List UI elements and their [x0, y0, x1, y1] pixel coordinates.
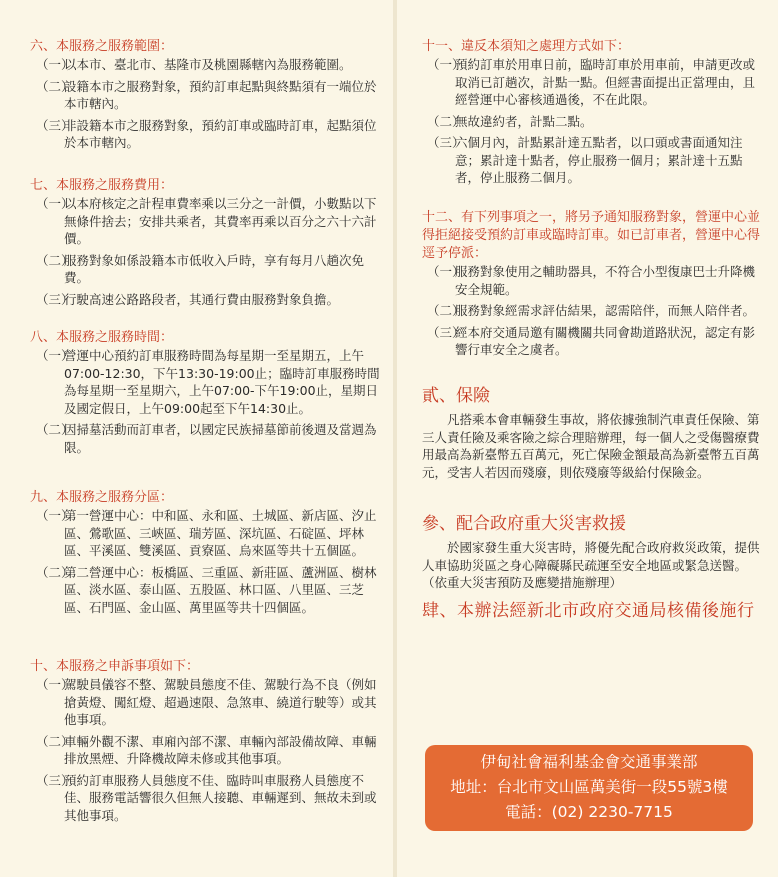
list-item: （一） 營運中心預約訂車服務時間為每星期一至星期五，上午07:00-12:30，下午13:30-19:00止；臨時訂車服務時間為每星期一至星期六，上午07:00-下午19:00止，星期日及國定假日，上午09:00起至下午14:30止。 [36, 348, 380, 416]
list-item: （一） 以本府核定之計程車費率乘以三分之一計價，小數點以下無條件捨去；安排共乘者，其費率再乘以百分之六十六計價。 [36, 196, 377, 246]
section-title: 七、本服務之服務費用： [30, 178, 174, 193]
section-service-time [30, 329, 390, 460]
contact-banner [425, 745, 753, 831]
list-item: （一） 服務對象使用之輔助器具，不符合小型復康巴士升降機安全規範。 [427, 264, 756, 297]
list-item: （一） 以本市、臺北市、基隆市及桃園縣轄內為服務範圍。 [36, 57, 352, 72]
list-item: （二） 服務對象如係設籍本市低收入戶時，享有每月八趟次免費。 [36, 252, 365, 285]
section-service-fee [30, 177, 390, 312]
list-item: （二） 因掃墓活動而訂車者，以國定民族掃墓節前後週及當週為限。 [36, 422, 377, 455]
section-service-zones [30, 489, 390, 620]
org-name: 伊甸社會福利基金會交通事業部 [480, 753, 698, 771]
insurance-title: 貳、保險 [422, 386, 490, 406]
section-title: 十二、有下列事項之一，將另予通知服務對象，營運中心並得拒絕接受預約訂車或臨時訂車。如已訂車者，營運中心得逕予停派： [422, 210, 761, 261]
address: 地址：台北市文山區萬美街一段55號3樓 [450, 778, 728, 796]
list-item: （三） 六個月內，計點累計達五點者，以口頭或書面通知注意；累計達十點者，停止服務一個月；累計達十五點者，停止服務二個月。 [427, 135, 743, 185]
section-service-area [30, 38, 390, 156]
section-final [422, 600, 778, 622]
list-item: （三） 非設籍本市之服務對象，預約訂車或臨時訂車，起點須位於本市轄內。 [36, 117, 377, 150]
section-title: 十一、違反本須知之處理方式如下： [422, 39, 631, 54]
section-title: 九、本服務之服務分區： [30, 490, 174, 505]
list-item: （二） 第二營運中心：板橋區、三重區、新莊區、蘆洲區、樹林區、淡水區、泰山區、五股區、林口區、八里區、三芝區、石門區、金山區、萬里區等共十四個區。 [36, 564, 377, 615]
list-item: （二） 車輛外觀不潔、車廂內部不潔、車輛內部設備故障、車輛排放黑煙、升降機故障未修或其他事項。 [36, 733, 377, 766]
phone: 電話：(02) 2230-7715 [505, 803, 673, 821]
list-item: （二） 服務對象經需求評估結果，認需陪伴，而無人陪伴者。 [427, 303, 756, 318]
list-item: （三） 行駛高速公路路段者，其通行費由服務對象負擔。 [36, 291, 340, 307]
disaster-title: 參、配合政府重大災害救援 [422, 514, 626, 534]
section-title: 八、本服務之服務時間： [30, 330, 174, 345]
disaster-text: 於國家發生重大災害時，將優先配合政府救災政策，提供人車協助災區之身心障礙縣民疏運至安全地區或緊急送醫。（依重大災害預防及應變措施辦理） [422, 540, 760, 590]
list-item: （二） 設籍本市之服務對象，預約訂車起點與終點須有一端位於本市轄內。 [36, 78, 377, 111]
list-item: （一） 第一營運中心：中和區、永和區、土城區、新店區、汐止區、鶯歌區、三峽區、瑞芳區、深坑區、石碇區、坪林區、平溪區、雙溪區、貢寮區、烏來區等共十五個區。 [36, 508, 377, 558]
section-refusal [422, 209, 778, 363]
section-violations [422, 38, 778, 191]
list-item: （一） 預約訂車於用車日前，臨時訂車於用車前，申請更改或取消已訂趟次，計點一點。但經書面提出正當理由，且經營運中心審核通過後，不在此限。 [427, 57, 756, 107]
list-item: （三） 預約訂車服務人員態度不佳、臨時叫車服務人員態度不佳、服務電話響很久但無人接聽、車輛遲到、無故未到或其他事項。 [36, 772, 377, 823]
list-item: （二） 無故違約者，計點二點。 [427, 113, 593, 129]
insurance-text: 凡搭乘本會車輛發生事故，將依據強制汽車責任保險、第三人責任險及乘客險之綜合理賠辦理，每一個人之受傷醫療費用最高為新臺幣五百萬元，死亡保險金額最高為新臺幣五百萬元，受害人若因而殘廢，則依殘廢等級給付保險金。 [422, 412, 760, 480]
section-insurance [422, 385, 778, 481]
section-complaints [30, 658, 390, 828]
section-disaster [422, 513, 778, 592]
final-statement: 肆、本辦法經新北市政府交通局核備後施行 [422, 601, 755, 621]
section-title: 六、本服務之服務範圍： [30, 39, 174, 54]
list-item: （一） 駕駛員儀容不整、駕駛員態度不佳、駕駛行為不良（例如搶黃燈、闖紅燈、超過速限、急煞車、繞道行駛等）或其他事項。 [36, 677, 377, 727]
section-title: 十、本服務之申訴事項如下： [30, 659, 200, 674]
list-item: （三） 經本府交通局邀有關機關共同會勘道路狀況，認定有影響行車安全之虞者。 [427, 324, 756, 357]
